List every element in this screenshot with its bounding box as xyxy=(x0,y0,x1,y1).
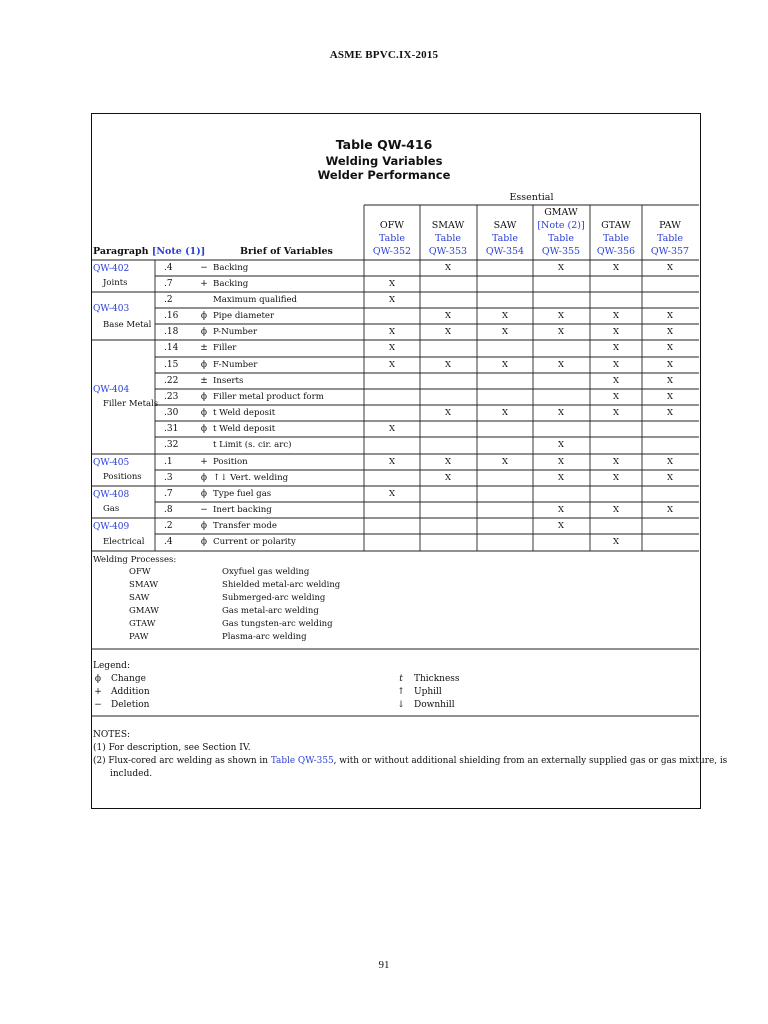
essential-mark: X xyxy=(557,473,565,483)
page-number: 91 xyxy=(378,959,390,971)
column-table-ref-link[interactable]: QW-356 xyxy=(596,246,636,257)
essential-mark: X xyxy=(612,311,620,321)
row-brief: Position xyxy=(213,457,248,467)
column-table-link[interactable]: Table xyxy=(656,233,683,244)
group-link-qw-403[interactable]: QW-403 xyxy=(93,304,130,314)
essential-mark: X xyxy=(612,505,620,515)
essential-mark: X xyxy=(388,327,396,337)
essential-mark: X xyxy=(612,537,620,547)
brief-of-variables-header: Brief of Variables xyxy=(240,246,333,257)
row-brief: t Limit (s. cir. arc) xyxy=(213,440,292,450)
row-symbol: ϕ xyxy=(200,424,208,434)
row-brief: t Weld deposit xyxy=(213,408,276,418)
row-brief: F-Number xyxy=(213,360,258,370)
essential-mark: X xyxy=(612,473,620,483)
note-2-text-start: (2) Flux-cored arc welding as shown in xyxy=(93,756,271,766)
essential-mark: X xyxy=(444,311,452,321)
essential-mark: X xyxy=(444,473,452,483)
table-subtitle-2: Welder Performance xyxy=(317,168,451,182)
row-paragraph: .16 xyxy=(164,311,179,321)
row-symbol: ϕ xyxy=(200,473,208,483)
legend-heading: Legend: xyxy=(93,661,130,671)
process-abbr: PAW xyxy=(129,632,149,642)
row-brief: Type fuel gas xyxy=(213,489,272,499)
column-note-link[interactable]: [Note (2)] xyxy=(537,220,585,231)
row-paragraph: .8 xyxy=(164,505,173,515)
process-abbr: SAW xyxy=(129,593,150,603)
essential-mark: X xyxy=(612,457,620,467)
essential-mark: X xyxy=(612,360,620,370)
essential-mark: X xyxy=(388,343,396,353)
row-brief: Transfer mode xyxy=(213,521,277,531)
essential-mark: X xyxy=(557,440,565,450)
group-link-qw-405[interactable]: QW-405 xyxy=(93,458,130,468)
row-symbol: ϕ xyxy=(200,311,208,321)
essential-mark: X xyxy=(612,376,620,386)
legend-text: Addition xyxy=(111,687,150,697)
row-symbol: − xyxy=(200,263,208,273)
essential-mark: X xyxy=(666,457,674,467)
essential-mark: X xyxy=(501,360,509,370)
legend-symbol: − xyxy=(94,700,102,710)
group-link-qw-409[interactable]: QW-409 xyxy=(93,522,130,532)
group-link-qw-404[interactable]: QW-404 xyxy=(93,385,130,395)
row-brief: Backing xyxy=(213,263,249,273)
page-header: ASME BPVC.IX-2015 xyxy=(329,49,439,61)
row-paragraph: .1 xyxy=(164,457,173,467)
process-description: Shielded metal-arc welding xyxy=(222,580,341,590)
row-paragraph: .30 xyxy=(164,408,179,418)
group-caption: Joints xyxy=(103,278,128,288)
legend-symbol: ↑ xyxy=(397,687,405,697)
essential-mark: X xyxy=(557,408,565,418)
notes-heading: NOTES: xyxy=(93,730,131,740)
process-description: Gas tungsten-arc welding xyxy=(222,619,333,629)
column-process-name: GTAW xyxy=(601,220,631,231)
row-symbol: − xyxy=(200,505,208,515)
note-1: (1) For description, see Section IV. xyxy=(93,743,251,753)
row-brief: Current or polarity xyxy=(213,537,296,547)
row-brief: Filler metal product form xyxy=(213,392,324,402)
group-link-qw-408[interactable]: QW-408 xyxy=(93,490,130,500)
row-paragraph: .3 xyxy=(164,473,173,483)
row-symbol: ϕ xyxy=(200,489,208,499)
note-2 xyxy=(93,755,728,768)
row-paragraph: .15 xyxy=(164,360,179,370)
column-header-gtaw xyxy=(590,219,642,258)
essential-mark: X xyxy=(388,360,396,370)
essential-mark: X xyxy=(388,424,396,434)
table-title: Table QW-416 xyxy=(335,137,433,152)
table-subtitle: Welding Variables xyxy=(325,154,443,168)
column-table-ref-link[interactable]: QW-357 xyxy=(650,246,690,257)
legend-text: Deletion xyxy=(111,700,150,710)
paragraph-label: Paragraph xyxy=(93,246,149,257)
column-header-saw xyxy=(477,219,533,258)
process-abbr: GMAW xyxy=(129,606,160,616)
row-symbol: ± xyxy=(200,376,208,386)
process-description: Gas metal-arc welding xyxy=(222,606,319,616)
row-paragraph: .2 xyxy=(164,521,173,531)
essential-mark: X xyxy=(666,311,674,321)
column-table-ref-link[interactable]: QW-353 xyxy=(428,246,468,257)
column-process-name: SMAW xyxy=(431,220,465,231)
row-symbol: ± xyxy=(200,343,208,353)
row-paragraph: .31 xyxy=(164,424,179,434)
legend-symbol: ϕ xyxy=(94,674,102,684)
row-paragraph: .18 xyxy=(164,327,179,337)
column-table-link[interactable]: Table xyxy=(434,233,461,244)
essential-mark: X xyxy=(501,408,509,418)
essential-mark: X xyxy=(444,327,452,337)
row-symbol: + xyxy=(200,457,208,467)
essential-mark: X xyxy=(612,327,620,337)
essential-mark: X xyxy=(501,311,509,321)
essential-mark: X xyxy=(557,263,565,273)
essential-mark: X xyxy=(666,327,674,337)
legend-symbol: t xyxy=(399,674,403,684)
essential-mark: X xyxy=(557,457,565,467)
row-brief: ↑↓ Vert. welding xyxy=(213,473,289,483)
column-header-ofw xyxy=(364,219,420,258)
process-description: Oxyfuel gas welding xyxy=(222,567,310,577)
column-table-link[interactable]: Table xyxy=(491,233,518,244)
note-2-text-end: , with or without additional shielding from an externally supplied gas or gas mixture, is xyxy=(333,756,728,766)
row-symbol: ϕ xyxy=(200,408,208,418)
column-table-ref-link[interactable]: QW-352 xyxy=(372,246,412,257)
legend-text: Thickness xyxy=(414,674,460,684)
row-paragraph: .23 xyxy=(164,392,179,402)
row-symbol: ϕ xyxy=(200,360,208,370)
group-caption: Gas xyxy=(103,504,120,514)
process-description: Submerged-arc welding xyxy=(222,593,326,603)
row-paragraph: .22 xyxy=(164,376,179,386)
group-link-qw-402[interactable]: QW-402 xyxy=(93,264,130,274)
legend-symbol: ↓ xyxy=(397,700,405,710)
process-abbr: SMAW xyxy=(129,580,159,590)
essential-mark: X xyxy=(666,376,674,386)
row-brief: Inert backing xyxy=(213,505,272,515)
essential-mark: X xyxy=(612,408,620,418)
essential-mark: X xyxy=(666,408,674,418)
essential-mark: X xyxy=(388,489,396,499)
essential-mark: X xyxy=(666,343,674,353)
row-paragraph: .4 xyxy=(164,537,173,547)
essential-mark: X xyxy=(612,392,620,402)
column-process-name: SAW xyxy=(493,220,517,231)
row-brief: Filler xyxy=(213,343,237,353)
row-symbol: + xyxy=(200,279,208,289)
essential-mark: X xyxy=(666,263,674,273)
column-table-link[interactable]: Table xyxy=(547,233,574,244)
essential-mark: X xyxy=(388,279,396,289)
column-table-ref-link[interactable]: QW-355 xyxy=(541,246,581,257)
essential-mark: X xyxy=(666,360,674,370)
paragraph-header xyxy=(93,246,205,257)
essential-mark: X xyxy=(444,408,452,418)
legend-text: Change xyxy=(111,674,146,684)
column-table-link[interactable]: Table xyxy=(602,233,629,244)
row-brief: Inserts xyxy=(213,376,244,386)
row-paragraph: .2 xyxy=(164,295,173,305)
essential-mark: X xyxy=(557,311,565,321)
row-brief: P-Number xyxy=(213,327,258,337)
column-process-name: PAW xyxy=(659,220,681,231)
group-caption: Electrical xyxy=(103,537,145,547)
essential-mark: X xyxy=(666,505,674,515)
process-abbr: OFW xyxy=(129,567,151,577)
row-symbol: ϕ xyxy=(200,537,208,547)
note-2-continued: included. xyxy=(110,769,153,779)
essential-mark: X xyxy=(444,263,452,273)
essential-mark: X xyxy=(557,521,565,531)
row-paragraph: .14 xyxy=(164,343,179,353)
essential-mark: X xyxy=(557,360,565,370)
row-brief: Pipe diameter xyxy=(213,311,275,321)
essential-mark: X xyxy=(557,505,565,515)
group-caption: Positions xyxy=(103,472,142,482)
column-table-ref-link[interactable]: QW-354 xyxy=(485,246,525,257)
row-paragraph: .32 xyxy=(164,440,179,450)
table-qw355-link[interactable]: Table QW-355 xyxy=(270,756,334,766)
column-process-name: GMAW xyxy=(544,207,578,218)
row-paragraph: .7 xyxy=(164,489,173,499)
group-caption: Base Metal xyxy=(103,320,152,330)
row-paragraph: .7 xyxy=(164,279,173,289)
processes-heading: Welding Processes: xyxy=(93,555,177,565)
row-symbol: ϕ xyxy=(200,521,208,531)
essential-label: Essential xyxy=(509,192,554,203)
column-header-gmaw xyxy=(533,206,590,258)
column-header-paw xyxy=(642,219,699,258)
essential-mark: X xyxy=(388,295,396,305)
row-brief: Backing xyxy=(213,279,249,289)
process-abbr: GTAW xyxy=(129,619,156,629)
row-symbol: ϕ xyxy=(200,392,208,402)
legend-text: Downhill xyxy=(414,700,455,710)
essential-mark: X xyxy=(444,457,452,467)
note1-ref-link[interactable]: [Note (1)] xyxy=(151,246,206,257)
essential-mark: X xyxy=(444,360,452,370)
column-table-link[interactable]: Table xyxy=(378,233,405,244)
column-process-name: OFW xyxy=(379,220,405,231)
essential-mark: X xyxy=(666,473,674,483)
essential-mark: X xyxy=(388,457,396,467)
essential-mark: X xyxy=(501,457,509,467)
essential-mark: X xyxy=(501,327,509,337)
row-paragraph: .4 xyxy=(164,263,173,273)
essential-mark: X xyxy=(666,392,674,402)
legend-text: Uphill xyxy=(414,687,442,697)
column-header-smaw xyxy=(420,219,477,258)
row-brief: t Weld deposit xyxy=(213,424,276,434)
process-description: Plasma-arc welding xyxy=(222,632,307,642)
group-caption: Filler Metals xyxy=(103,399,159,409)
essential-mark: X xyxy=(612,343,620,353)
essential-mark: X xyxy=(557,327,565,337)
essential-mark: X xyxy=(612,263,620,273)
row-symbol: ϕ xyxy=(200,327,208,337)
row-brief: Maximum qualified xyxy=(213,295,298,305)
legend-symbol: + xyxy=(94,687,102,697)
